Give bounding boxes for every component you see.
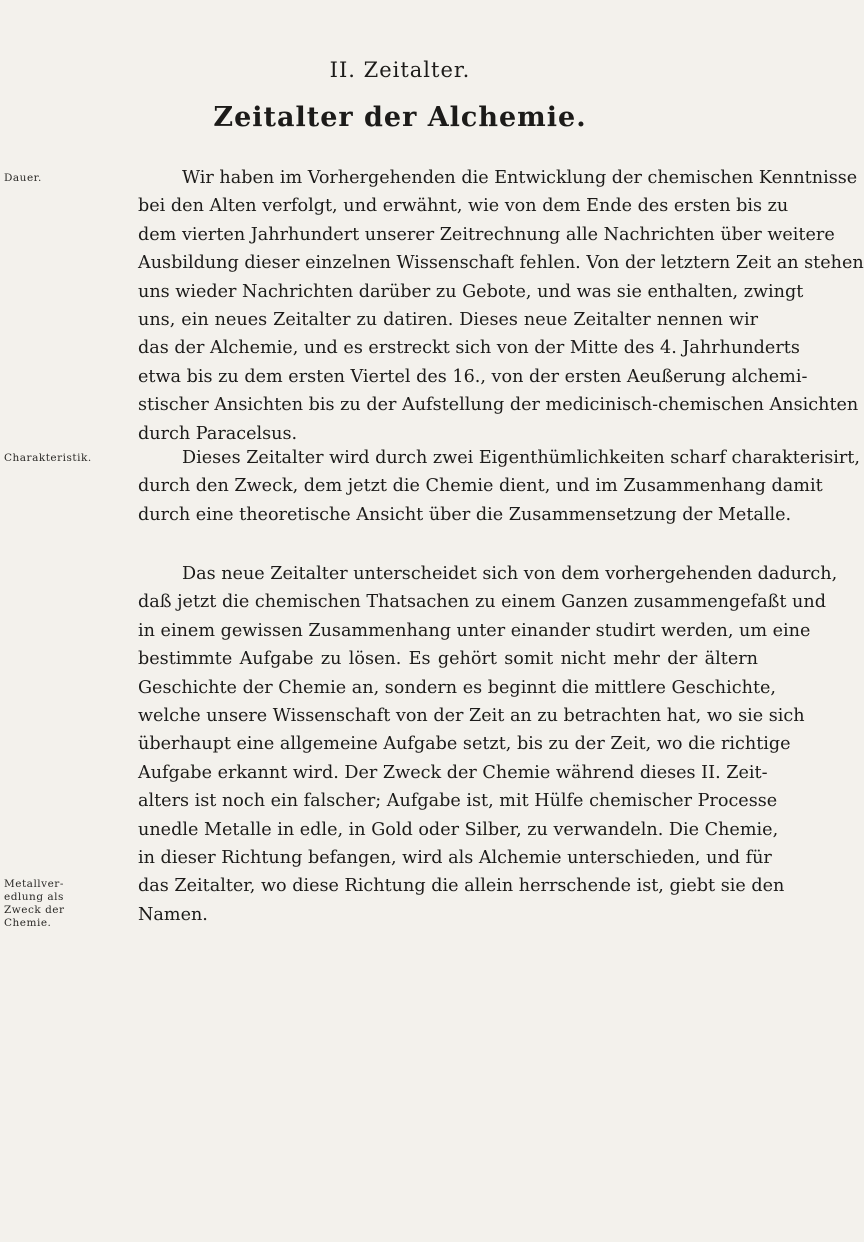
text-line: das Zeitalter, wo diese Richtung die allein herrschende ist, giebt sie den (138, 876, 785, 897)
section-title: Zeitalter der Alchemie. (213, 102, 587, 133)
text-line: durch eine theoretische Ansicht über die Zusammensetzung der Metalle. (138, 504, 792, 525)
text-line: dem vierten Jahrhundert unserer Zeitrechnung alle Nachrichten über weitere (138, 224, 835, 245)
text-line: Aufgabe erkannt wird. Der Zweck der Chemie während dieses II. Zeit- (138, 762, 768, 783)
margin-note-line: Metallver- (4, 878, 64, 890)
text-line: Wir haben im Vorhergehenden die Entwicklung der chemischen Kenntnisse (182, 168, 858, 188)
margin-note-line: edlung als (4, 891, 64, 903)
paragraph-2 (138, 444, 860, 529)
text-line: bestimmte Aufgabe zu lösen. Es gehört somit nicht mehr der ältern (138, 649, 758, 670)
text-line: durch Paracelsus. (138, 423, 298, 444)
margin-note-line: Zweck der (4, 904, 65, 916)
text-line: uns wieder Nachrichten darüber zu Gebote, und was sie enthalten, zwingt (138, 281, 804, 302)
margin-note-line: Chemie. (4, 917, 52, 929)
paragraph-3 (138, 560, 838, 929)
text-line: durch den Zweck, dem jetzt die Chemie dient, und im Zusammenhang damit (138, 476, 823, 497)
text-line: alters ist noch ein falscher; Aufgabe ist, mit Hülfe chemischer Processe (138, 791, 778, 812)
text-line: in dieser Richtung befangen, wird als Alchemie unterschieden, und für (138, 848, 772, 869)
text-line: stischer Ansichten bis zu der Aufstellung der medicinisch-chemischen Ansichten (138, 395, 859, 416)
text-line: unedle Metalle in edle, in Gold oder Silber, zu verwandeln. Die Chemie, (138, 819, 779, 840)
text-line: Geschichte der Chemie an, sondern es beginnt die mittlere Geschichte, (138, 677, 777, 698)
running-head: II. Zeitalter. (329, 58, 471, 82)
text-line: Dieses Zeitalter wird durch zwei Eigenthümlichkeiten scharf charakterisirt, (182, 448, 860, 468)
paragraph-1 (138, 164, 864, 448)
margin-note-dauer: Dauer. (4, 172, 42, 184)
margin-note-metallveredlung (4, 878, 128, 930)
text-line: das der Alchemie, und es erstreckt sich von der Mitte des 4. Jahrhunderts (138, 338, 800, 359)
text-line: überhaupt eine allgemeine Aufgabe setzt, bis zu der Zeit, wo die richtige (138, 734, 791, 755)
text-line: bei den Alten verfolgt, und erwähnt, wie von dem Ende des ersten bis zu (138, 196, 789, 217)
text-line: Namen. (138, 904, 208, 925)
margin-note-charakteristik: Charakteristik. (4, 452, 92, 464)
text-line: Das neue Zeitalter unterscheidet sich von dem vorhergehenden dadurch, (182, 564, 838, 584)
text-line: etwa bis zu dem ersten Viertel des 16., von der ersten Aeußerung alchemi- (138, 366, 808, 387)
text-line: welche unsere Wissenschaft von der Zeit an zu betrachten hat, wo sie sich (138, 706, 805, 727)
text-line: uns, ein neues Zeitalter zu datiren. Dieses neue Zeitalter nennen wir (138, 310, 758, 331)
text-line: daß jetzt die chemischen Thatsachen zu einem Ganzen zusammengefaßt und (138, 592, 826, 613)
text-line: in einem gewissen Zusammenhang unter einander studirt werden, um eine (138, 620, 811, 641)
text-line: Ausbildung dieser einzelnen Wissenschaft fehlen. Von der letztern Zeit an stehen (138, 253, 864, 274)
